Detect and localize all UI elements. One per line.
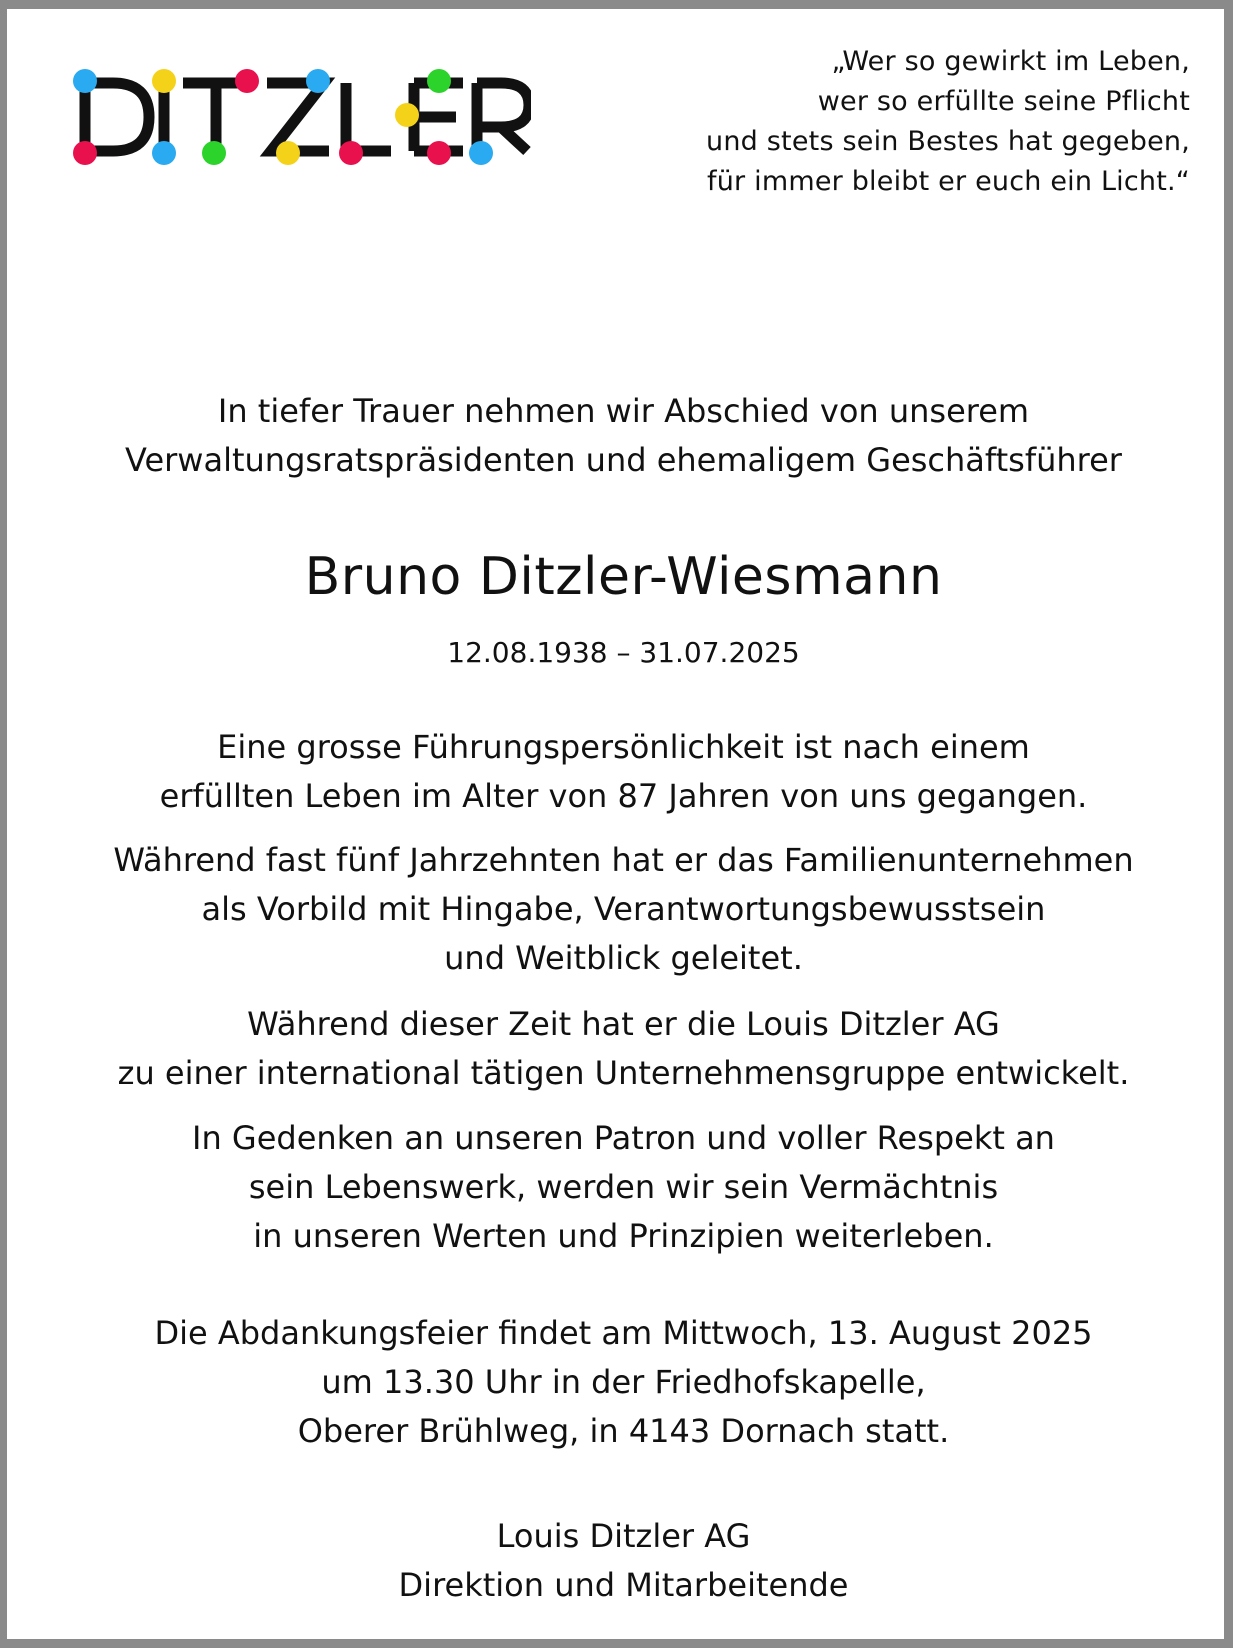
quote-line: für immer bleibt er euch ein Licht.“ (707, 166, 1190, 197)
logo-dot (202, 141, 226, 165)
paragraph-line: erfüllten Leben im Alter von 87 Jahren von uns gegangen. (159, 777, 1088, 815)
ceremony-line: Oberer Brühlweg, in 4143 Dornach statt. (297, 1412, 950, 1450)
intro-line: In tiefer Trauer nehmen wir Abschied von unserem (217, 392, 1030, 430)
tribute-paragraph (7, 723, 1233, 821)
paragraph-line: In Gedenken an unseren Patron und voller Respekt an (192, 1119, 1055, 1157)
logo-dot (152, 141, 176, 165)
memorial-quote (706, 42, 1190, 202)
tribute-paragraph (7, 836, 1233, 983)
life-dates: 12.08.1938 – 31.07.2025 (447, 636, 800, 669)
ditzler-logo (71, 69, 531, 179)
quote-line: „Wer so gewirkt im Leben, (831, 46, 1190, 77)
signature-line: Direktion und Mitarbeitende (398, 1566, 849, 1604)
logo-dot (339, 141, 363, 165)
ceremony-info (7, 1309, 1233, 1456)
logo-dot (73, 141, 97, 165)
logo-dot (73, 69, 97, 93)
logo-dot (427, 69, 451, 93)
signature-block (7, 1512, 1233, 1610)
logo-dot (235, 69, 259, 93)
ceremony-line: Die Abdankungsfeier findet am Mittwoch, 13. August 2025 (154, 1314, 1093, 1352)
paragraph-line: Eine grosse Führungspersönlichkeit ist nach einem (217, 728, 1030, 766)
paragraph-line: als Vorbild mit Hingabe, Verantwortungsbewusstsein (201, 890, 1046, 928)
deceased-name: Bruno Ditzler-Wiesmann (304, 547, 943, 607)
logo-dot (427, 141, 451, 165)
tribute-paragraph (7, 1000, 1233, 1098)
paragraph-line: zu einer international tätigen Unternehmensgruppe entwickelt. (117, 1054, 1130, 1092)
ceremony-line: um 13.30 Uhr in der Friedhofskapelle, (321, 1363, 926, 1401)
logo-dot (395, 103, 419, 127)
paragraph-line: sein Lebenswerk, werden wir sein Vermächtnis (248, 1168, 999, 1206)
logo-dot (152, 69, 176, 93)
logo-dot (306, 69, 330, 93)
logo-dot (469, 141, 493, 165)
tribute-paragraph (7, 1114, 1233, 1261)
paragraph-line: in unseren Werten und Prinzipien weiterleben. (253, 1217, 994, 1255)
quote-line: und stets sein Bestes hat gegeben, (706, 126, 1190, 157)
paragraph-line: Während dieser Zeit hat er die Louis Ditzler AG (247, 1005, 1000, 1043)
quote-line: wer so erfüllte seine Pflicht (817, 86, 1190, 117)
logo-dot (276, 141, 300, 165)
paragraph-line: Während fast fünf Jahrzehnten hat er das Familienunternehmen (113, 841, 1134, 879)
signature-line: Louis Ditzler AG (496, 1517, 751, 1555)
intro-line: Verwaltungsratspräsidenten und ehemaligem Geschäftsführer (125, 441, 1122, 479)
intro-text (7, 387, 1233, 485)
paragraph-line: und Weitblick geleitet. (444, 939, 803, 977)
